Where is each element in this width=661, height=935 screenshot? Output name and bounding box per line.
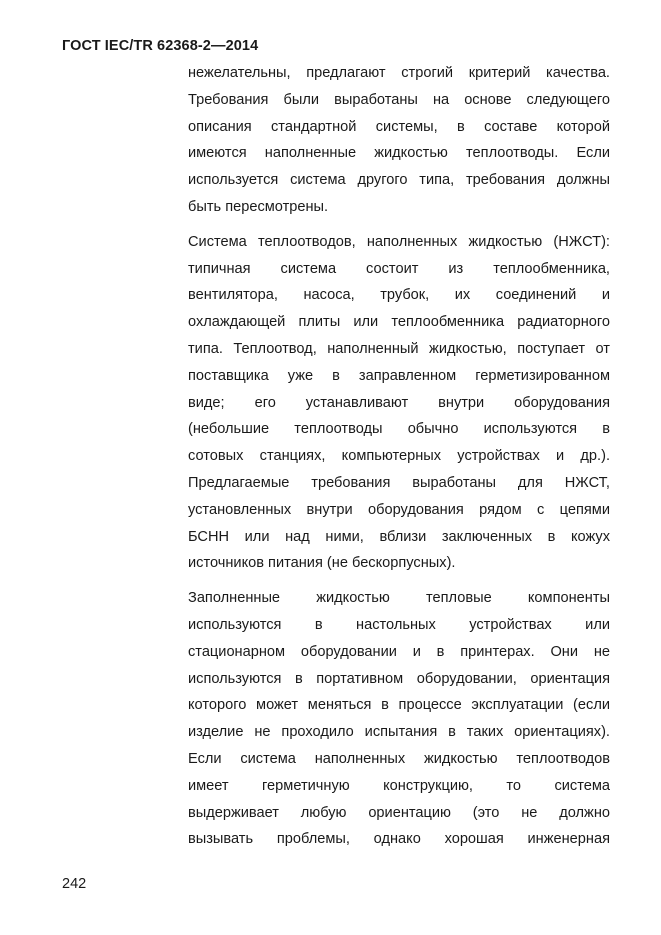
text-line: (небольшие теплоотводы обычно используются в	[188, 421, 610, 438]
text-line: Система теплоотводов, наполненных жидкостью (НЖСТ):	[188, 233, 610, 250]
text-line: типа. Теплоотвод, наполненный жидкостью, поступает от	[188, 340, 610, 357]
text-line: вентилятора, насоса, трубок, их соединений и	[188, 287, 610, 304]
text-line: Требования были выработаны на основе следующего	[188, 91, 610, 108]
text-line: Предлагаемые требования выработаны для НЖСТ,	[188, 474, 610, 491]
text-line: поставщика уже в заправленном герметизированном	[188, 367, 610, 384]
text-line: Заполненные жидкостью тепловые компоненты	[188, 590, 610, 607]
text-line: нежелательны, предлагают строгий критерий качества.	[188, 65, 610, 81]
paragraph-2	[188, 229, 610, 577]
text-line: Если система наполненных жидкостью теплоотводов	[188, 750, 610, 767]
text-line: охлаждающей плиты или теплообменника радиаторного	[188, 314, 610, 331]
paragraph-3	[188, 585, 610, 853]
paragraph-1	[188, 60, 610, 221]
page-number: 242	[62, 876, 87, 892]
text-line: БСНН или над ними, вблизи заключенных в кожух	[188, 528, 610, 545]
text-line: сотовых станциях, компьютерных устройствах и др.).	[188, 448, 610, 465]
text-line: стационарном оборудовании и в принтерах. Они не	[188, 643, 610, 660]
text-line: используются в портативном оборудовании, ориентация	[188, 670, 610, 687]
text-line: описания стандартной системы, в составе которой	[188, 118, 610, 135]
text-line: имеются наполненные жидкостью теплоотводы. Если	[188, 145, 610, 162]
text-line: которого может меняться в процессе эксплуатации (если	[188, 697, 610, 714]
text-line: изделие не проходило испытания в таких ориентациях).	[188, 724, 610, 741]
text-line: виде; его устанавливают внутри оборудования	[188, 394, 610, 411]
text-line: выдерживает любую ориентацию (это не должно	[188, 804, 610, 821]
text-line: имеет герметичную конструкцию, то система	[188, 777, 610, 794]
text-line: источников питания (не бескорпусных).	[188, 555, 456, 572]
text-line: вызывать проблемы, однако хорошая инженерная	[188, 831, 610, 848]
text-line: используются в настольных устройствах или	[188, 616, 610, 633]
body-text	[188, 60, 610, 861]
text-line: используется система другого типа, требования должны	[188, 172, 610, 189]
text-line: типичная система состоит из теплообменника,	[188, 260, 610, 277]
document-header: ГОСТ IEC/TR 62368-2—2014	[62, 38, 259, 54]
text-line: быть пересмотрены.	[188, 198, 329, 215]
text-line: установленных внутри оборудования рядом с цепями	[188, 501, 610, 518]
